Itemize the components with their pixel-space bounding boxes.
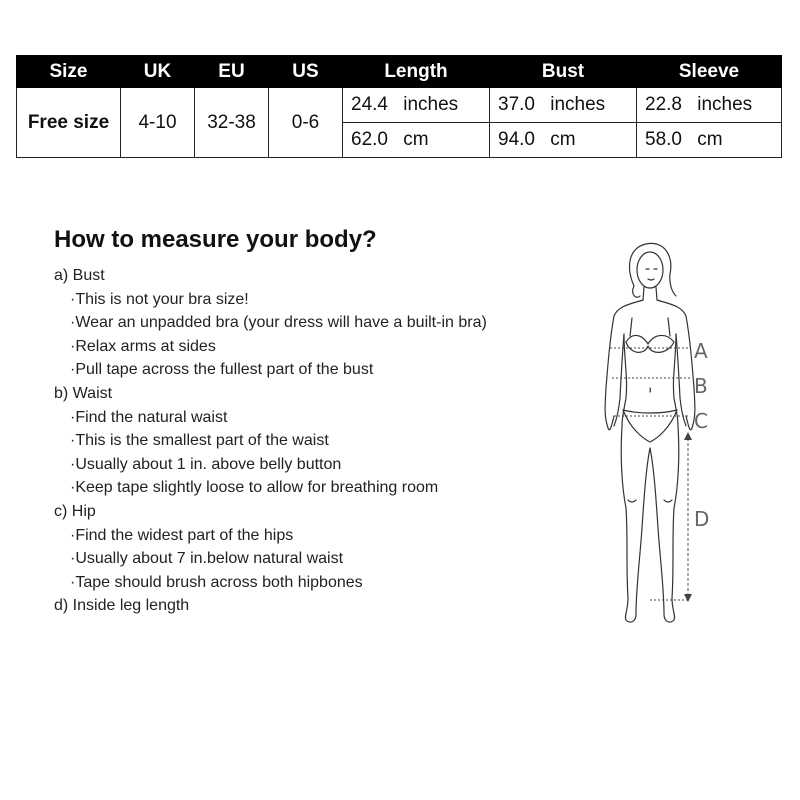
arrow-heads [684, 432, 692, 602]
marker-a: A [694, 339, 708, 363]
section-waist-label: b) Waist [54, 384, 113, 402]
body-measurement-figure [590, 238, 740, 628]
marker-b: B [694, 374, 708, 398]
list-item: ·Relax arms at sides [70, 337, 216, 355]
cell-bust-inches: 37.0 inches [490, 88, 637, 123]
header-bust: Bust [490, 56, 637, 88]
list-item: ·Tape should brush across both hipbones [70, 573, 363, 591]
cell-size: Free size [17, 88, 121, 158]
cell-sleeve-inches: 22.8 inches [637, 88, 782, 123]
guide-title: How to measure your body? [54, 226, 377, 253]
arrow-down-icon [684, 594, 692, 602]
header-uk: UK [121, 56, 195, 88]
list-item: ·This is the smallest part of the waist [70, 432, 329, 450]
header-eu: EU [195, 56, 269, 88]
size-chart-header-row [17, 56, 782, 88]
marker-d: D [694, 507, 710, 531]
list-item: ·Usually about 7 in.below natural waist [70, 550, 344, 568]
cell-length-inches: 24.4 inches [343, 88, 490, 123]
list-item: ·Keep tape slightly loose to allow for breathing room [70, 479, 439, 497]
measurement-markers [694, 339, 709, 531]
body-outline [605, 243, 695, 622]
header-us: US [269, 56, 343, 88]
cell-eu: 32-38 [195, 88, 269, 158]
cell-bust-cm: 94.0 cm [490, 123, 637, 158]
header-sleeve: Sleeve [637, 56, 782, 88]
cell-length-cm: 62.0 cm [343, 123, 490, 158]
size-chart-table [16, 55, 782, 158]
section-inside-leg-label: d) Inside leg length [54, 597, 190, 615]
cell-uk: 4-10 [121, 88, 195, 158]
cell-sleeve-cm: 58.0 cm [637, 123, 782, 158]
list-item: ·Wear an unpadded bra (your dress will have a built-in bra) [70, 314, 487, 332]
measure-guide [54, 226, 594, 618]
table-row [17, 88, 782, 123]
list-item: ·Usually about 1 in. above belly button [70, 455, 342, 473]
list-item: ·This is not your bra size! [70, 290, 249, 308]
section-hip-label: c) Hip [54, 502, 96, 520]
section-bust-label: a) Bust [54, 267, 105, 284]
cell-us: 0-6 [269, 88, 343, 158]
list-item: ·Pull tape across the fullest part of the bust [70, 361, 374, 379]
list-item: ·Find the natural waist [70, 408, 228, 426]
header-length: Length [343, 56, 490, 88]
arrow-up-icon [684, 432, 692, 440]
list-item: ·Find the widest part of the hips [70, 526, 294, 544]
marker-c: C [694, 409, 708, 433]
header-size: Size [17, 56, 121, 88]
